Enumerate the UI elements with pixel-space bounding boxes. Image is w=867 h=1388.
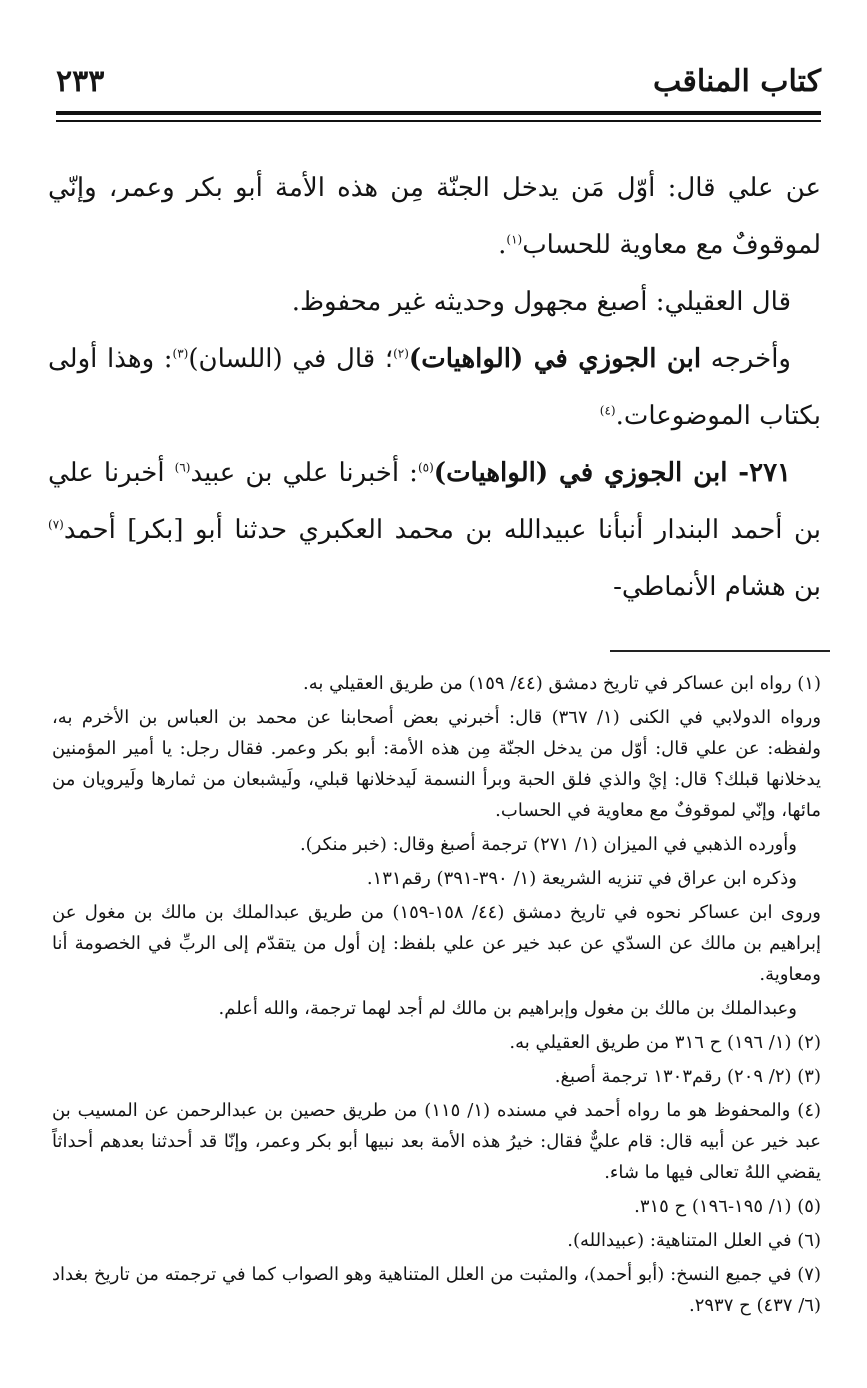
header-rule-thin <box>56 120 821 122</box>
hadith-text: عن علي قال: أوّل مَن يدخل الجنّة مِن هذه الأمة أبو بكر وعمر، وإنّي لموقوفٌ مع معاوية للحساب <box>48 173 821 260</box>
main-text <box>48 160 821 616</box>
footnote-ref-6[interactable]: (٦) <box>174 460 191 475</box>
running-header <box>56 58 821 108</box>
footnote-2: (٢) (١/ ١٩٦) ح ٣١٦ من طريق العقيلي به. <box>509 1032 821 1053</box>
paragraph-ibn-jawzi <box>48 331 821 445</box>
page-number: ٢٣٣ <box>56 64 105 99</box>
hadith-number-heading: ٢٧١- ابن الجوزي في (الواهيات) <box>433 458 792 488</box>
header-rule-thick <box>56 111 821 115</box>
hadith-end: . <box>498 230 507 260</box>
footnote-7: (٧) في جميع النسخ: (أبو أحمد)، والمثبت من العلل المتناهية وهو الصواب كما في ترجمته من تاريخ بغداد (٦/ ٤٣٧) ح ٢٩٣٧. <box>52 1264 821 1316</box>
footnote-ref-5[interactable]: (٥) <box>417 460 434 475</box>
source-title: ابن الجوزي في (الواهيات) <box>408 344 702 374</box>
footnote-ref-1[interactable]: (١) <box>506 232 523 247</box>
footnote-1-continued: وعبدالملك بن مالك بن مغول وإبراهيم بن مالك لم أجد لهما ترجمة، والله أعلم. <box>218 998 797 1019</box>
text-fragment: : وهذا أولى بكتاب الموضوعات. <box>48 344 821 431</box>
footnote-4: (٤) والمحفوظ هو ما رواه أحمد في مسنده (١/ ١١٥) من طريق حصين بن عبدالرحمن عن المسيب بن عبد خير عن أبيه قال: قام عليٌّ فقال: خيرُ هذه الأمة بعد نبيها أبو بكر وعمر، وإنّا قد أحدثنا بعدهم أحداثاً يقضي اللهُ تعالى فيها ما شاء. <box>52 1100 822 1183</box>
paragraph-hadith-271 <box>48 445 821 616</box>
footnote-1-continued: ورواه الدولابي في الكنى (١/ ٣٦٧) قال: أخبرني بعض أصحابنا عن محمد بن العباس بن الأخرم به، ولفظه: عن علي قال: أوّل من يدخل الجنّة مِن هذه الأمة: أبو بكر وعمر. فقال رجل: يا أمير المؤمنين يدخلانها قبلك؟ قال: إيْ والذي فلق الحبة وبرأ النسمة لَيدخلانها قبلي، ولَيشبعان من ثمارها ولَيرويان من مائها، وإنّي لموقوفٌ مع معاوية في الحساب. <box>52 707 822 821</box>
footnote-1-continued: وأورده الذهبي في الميزان (١/ ٢٧١) ترجمة أصبغ وقال: (خبر منكر). <box>299 834 797 855</box>
footnote-ref-2[interactable]: (٢) <box>393 346 409 361</box>
footnote-1-continued: وذكره ابن عراق في تنزيه الشريعة (١/ ٣٩٠-٣٩١) رقم١٣١. <box>366 868 797 889</box>
footnote-ref-3[interactable]: (٣) <box>172 346 189 361</box>
footnote-ref-4[interactable]: (٤) <box>599 403 616 418</box>
footnotes <box>52 668 821 1324</box>
footnote-3: (٣) (٢/ ٢٠٩) رقم١٣٠٣ ترجمة أصبغ. <box>554 1066 821 1087</box>
footnote-6: (٦) في العلل المتناهية: (عبيدالله). <box>567 1230 821 1251</box>
footnote-separator <box>610 650 830 652</box>
text-fragment: وأخرجه <box>701 344 791 374</box>
text-fragment: بن هشام الأنماطي- <box>613 572 821 602</box>
text-fragment: : أخبرنا علي بن عبيد <box>190 458 418 488</box>
paragraph-uqayli: قال العقيلي: أصبغ مجهول وحديثه غير محفوظ. <box>291 287 791 317</box>
footnote-1-continued: وروى ابن عساكر نحوه في تاريخ دمشق (٤٤/ ١٥٨-١٥٩) من طريق عبدالملك بن مالك بن مغول عن إبراهيم بن مالك عن السدّي عن عبد خير عن علي بلفظ: إن أول من يتقدّم إلى الربِّ في الخصومة أنا ومعاوية. <box>52 902 821 985</box>
paragraph-hadith <box>48 160 821 274</box>
footnote-1: (١) رواه ابن عساكر في تاريخ دمشق (٤٤/ ١٥٩) من طريق العقيلي به. <box>302 673 821 694</box>
text-fragment: أخبرنا علي بن أحمد البندار أنبأنا عبيدالله بن محمد العكبري حدثنا أبو [بكر] أحمد <box>48 458 821 545</box>
book-title: كتاب المناقب <box>653 64 821 99</box>
text-fragment: ؛ قال في (اللسان) <box>188 344 394 374</box>
footnote-ref-7[interactable]: (٧) <box>48 517 64 532</box>
footnote-5: (٥) (١/ ١٩٥-١٩٦) ح ٣١٥. <box>634 1196 821 1217</box>
